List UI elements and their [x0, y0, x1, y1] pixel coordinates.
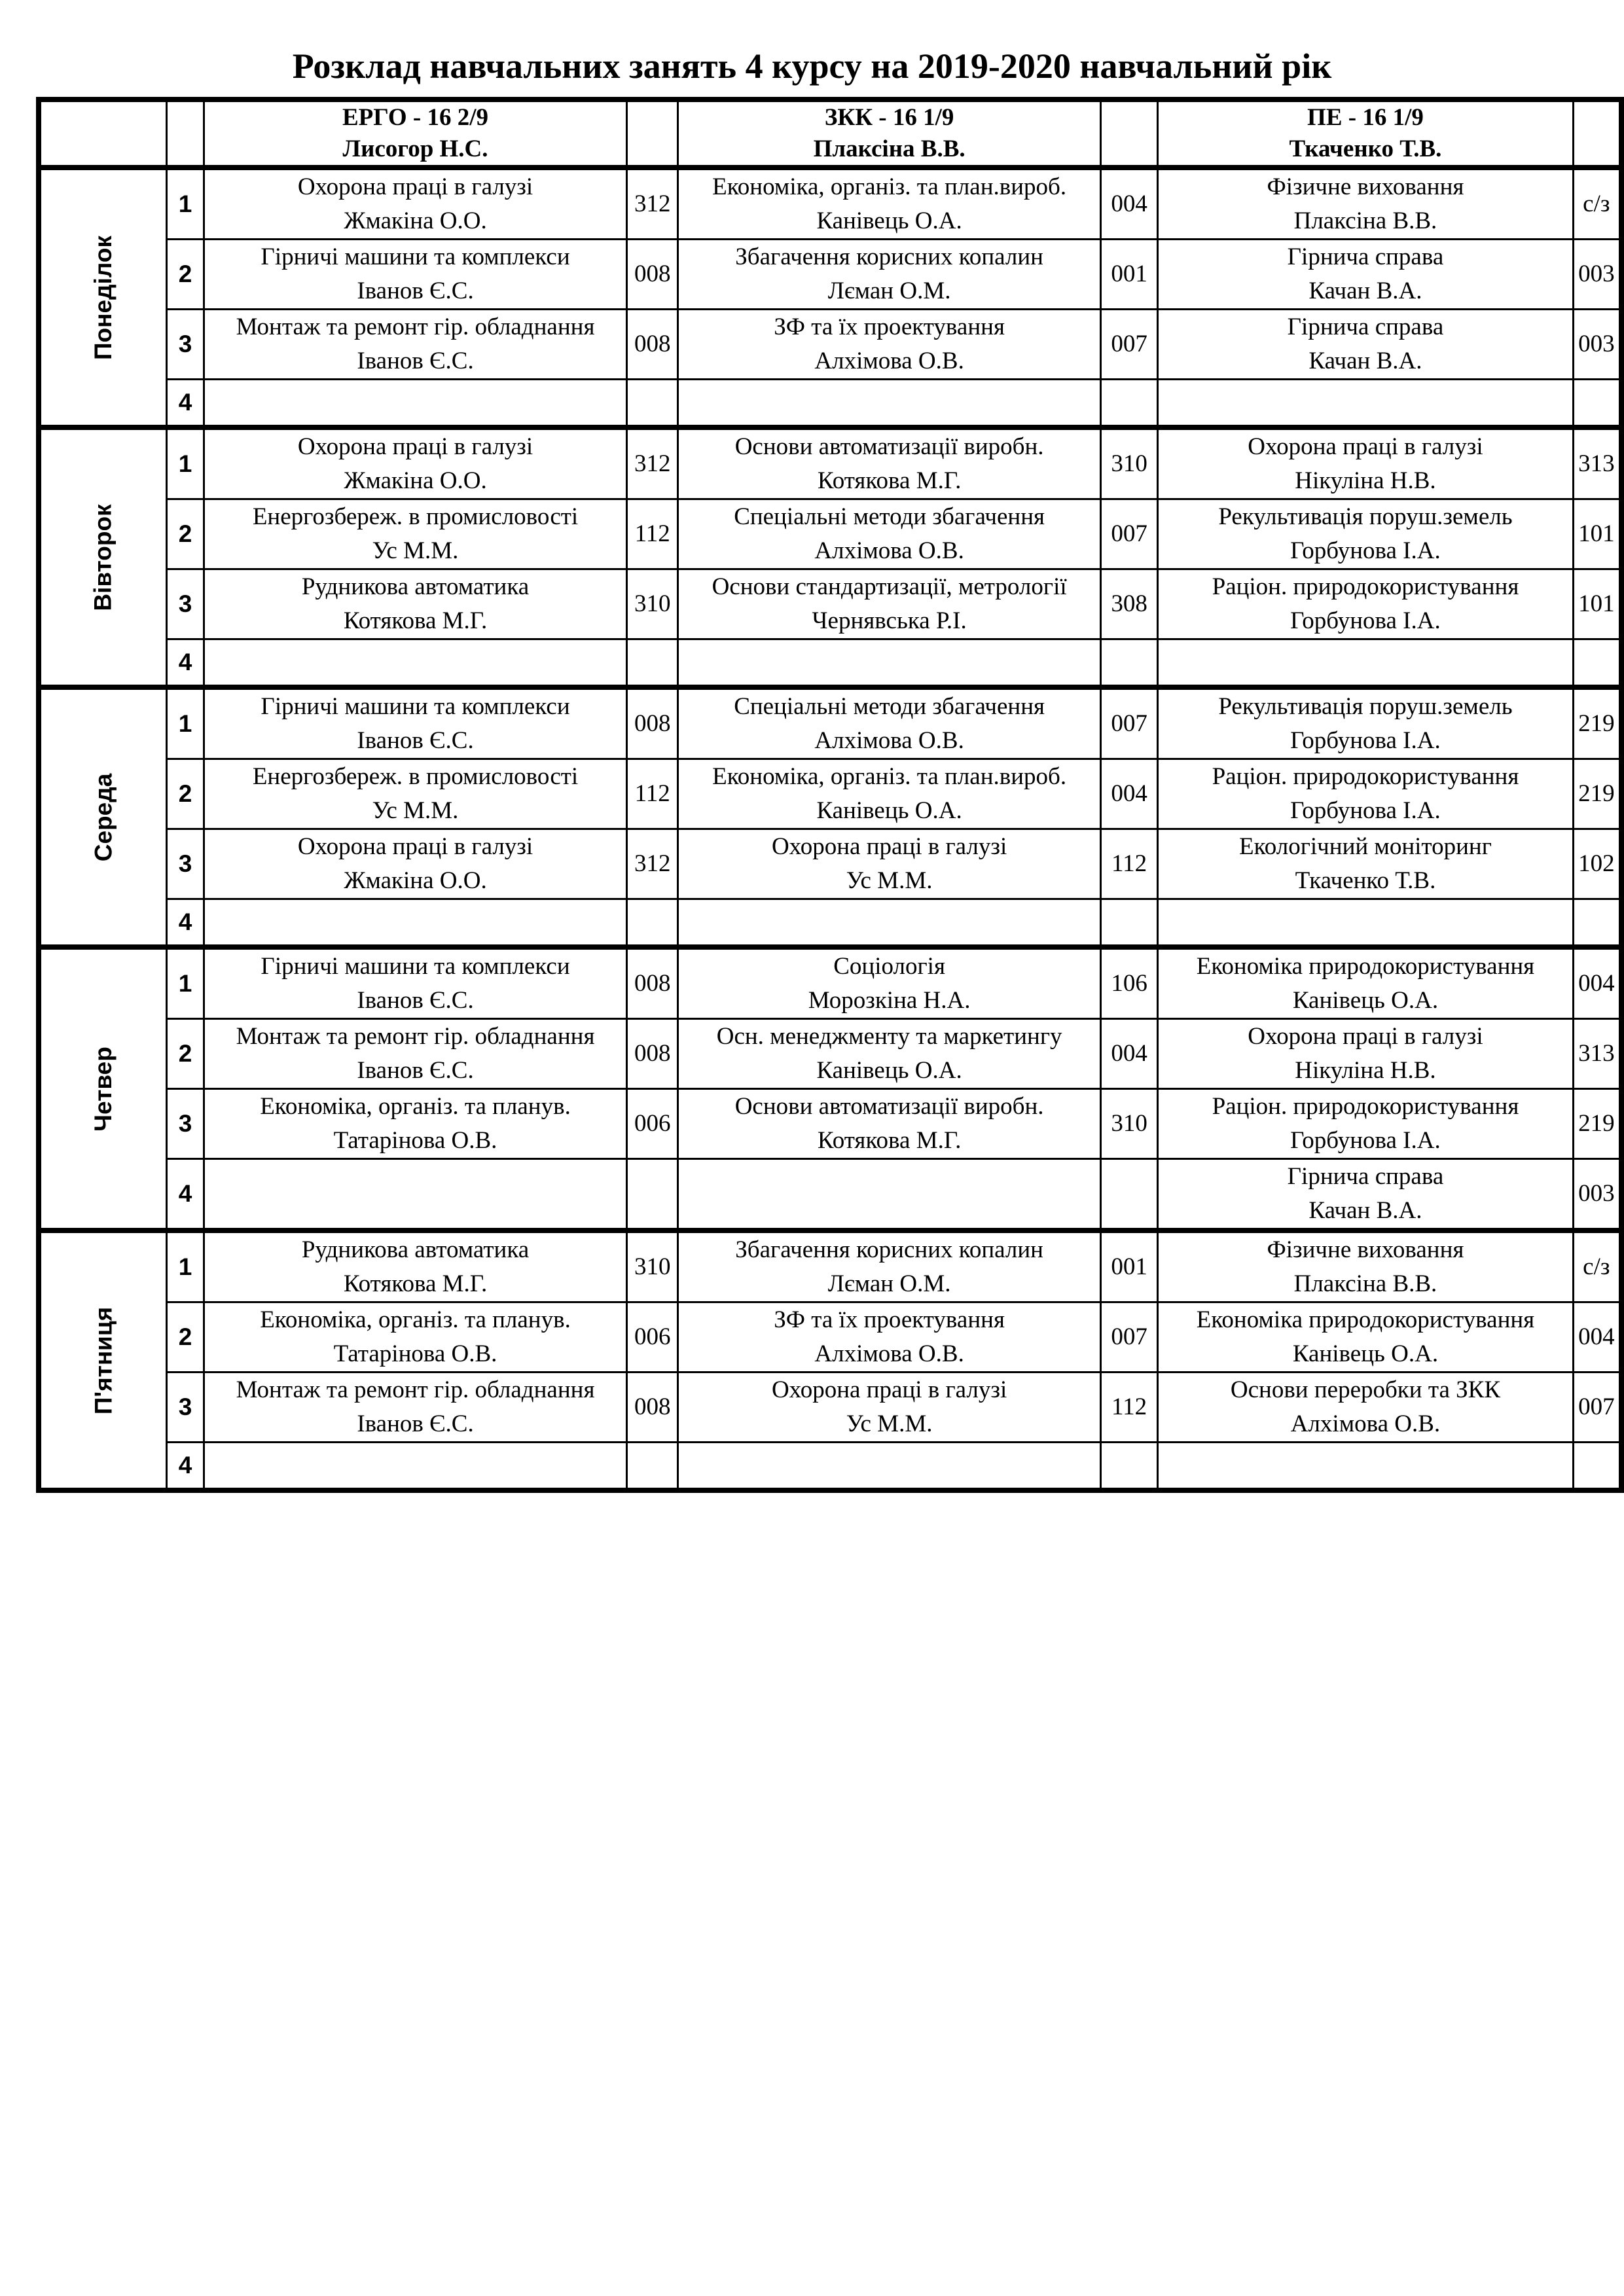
schedule-row	[39, 1089, 1621, 1159]
schedule-row	[39, 899, 1621, 948]
lesson-cell	[1158, 240, 1573, 310]
lesson-cell	[678, 240, 1101, 310]
teacher-name: Горбунова І.А.	[1290, 1127, 1441, 1154]
lesson-cell	[1158, 759, 1573, 829]
lesson-cell	[204, 947, 626, 1019]
room-number	[1573, 380, 1621, 428]
subject-name: Економіка природокористування	[1196, 953, 1535, 980]
lesson-cell	[678, 380, 1101, 428]
lesson-cell	[1158, 1230, 1573, 1302]
lesson-cell	[204, 1372, 626, 1443]
day-name: П'ятниця	[90, 1306, 117, 1414]
room-number	[627, 639, 678, 688]
subject-name: Раціон. природокористування	[1212, 1093, 1519, 1120]
subject-name: ЗФ та їх проектування	[774, 314, 1005, 340]
teacher-name: Качан В.А.	[1308, 278, 1422, 304]
lesson-cell	[678, 1443, 1101, 1491]
teacher-name: Чернявська Р.І.	[812, 607, 967, 634]
room-number: 102	[1573, 829, 1621, 899]
group-header	[204, 99, 626, 168]
room-number: 004	[1573, 1302, 1621, 1372]
room-number: 008	[627, 1019, 678, 1089]
lesson-cell	[1158, 427, 1573, 499]
lesson-number: 1	[167, 427, 204, 499]
lesson-number: 2	[167, 240, 204, 310]
room-number: 008	[627, 687, 678, 759]
teacher-name: Жмакіна О.О.	[344, 207, 487, 234]
day-name: Понеділок	[90, 235, 117, 360]
lesson-cell	[678, 168, 1101, 240]
room-number: 101	[1573, 499, 1621, 569]
lesson-cell	[678, 639, 1101, 688]
lesson-cell	[204, 899, 626, 948]
teacher-name: Татарінова О.В.	[333, 1340, 497, 1367]
teacher-name: Канівець О.А.	[1292, 987, 1439, 1014]
teacher-name: Котякова М.Г.	[343, 607, 488, 634]
lesson-cell	[204, 168, 626, 240]
lesson-cell	[1158, 168, 1573, 240]
room-number: 101	[1573, 569, 1621, 639]
subject-name: Рекультивація поруш.земель	[1218, 503, 1513, 530]
subject-name: Енергозбереж. в промисловості	[252, 763, 579, 790]
room-number: 004	[1100, 1019, 1157, 1089]
schedule-row	[39, 240, 1621, 310]
lesson-number: 1	[167, 947, 204, 1019]
lesson-cell	[1158, 1019, 1573, 1089]
schedule-row	[39, 759, 1621, 829]
room-number: 008	[627, 240, 678, 310]
header-room-cell	[1573, 99, 1621, 168]
lesson-cell	[204, 569, 626, 639]
subject-name: Екологічний моніторинг	[1239, 833, 1492, 860]
subject-name: Осн. менеджменту та маркетингу	[716, 1023, 1062, 1050]
subject-name: Охорона праці в галузі	[771, 833, 1007, 860]
room-number	[1100, 1443, 1157, 1491]
group-curator: Лисогор Н.С.	[342, 135, 488, 162]
lesson-number: 4	[167, 899, 204, 948]
subject-name: Економіка, організ. та план.вироб.	[712, 173, 1067, 200]
schedule-row	[39, 639, 1621, 688]
lesson-cell	[678, 1372, 1101, 1443]
teacher-name: Алхімова О.В.	[814, 348, 964, 374]
room-number: 219	[1573, 759, 1621, 829]
subject-name: Рекультивація поруш.земель	[1218, 693, 1513, 720]
subject-name: Збагачення корисних копалин	[735, 1236, 1043, 1263]
room-number: 004	[1573, 947, 1621, 1019]
day-name: Вівторок	[90, 503, 117, 611]
teacher-name: Іванов Є.С.	[357, 278, 474, 304]
lesson-cell	[1158, 1089, 1573, 1159]
room-number: 112	[627, 499, 678, 569]
teacher-name: Горбунова І.А.	[1290, 727, 1441, 754]
room-number: 310	[627, 569, 678, 639]
lesson-cell	[678, 310, 1101, 380]
lesson-cell	[204, 1443, 626, 1491]
lesson-number: 2	[167, 1302, 204, 1372]
lesson-cell	[1158, 310, 1573, 380]
teacher-name: Котякова М.Г.	[817, 467, 962, 494]
lesson-cell	[204, 427, 626, 499]
lesson-number: 4	[167, 1159, 204, 1231]
subject-name: Фізичне виховання	[1267, 173, 1464, 200]
lesson-cell	[678, 1230, 1101, 1302]
room-number: 004	[1100, 168, 1157, 240]
room-number: 219	[1573, 1089, 1621, 1159]
teacher-name: Алхімова О.В.	[814, 727, 964, 754]
lesson-number: 1	[167, 687, 204, 759]
room-number: 001	[1100, 240, 1157, 310]
subject-name: Охорона праці в галузі	[1248, 1023, 1483, 1050]
room-number: 112	[1100, 829, 1157, 899]
room-number: 008	[627, 947, 678, 1019]
teacher-name: Канівець О.А.	[816, 1057, 962, 1084]
room-number	[1100, 380, 1157, 428]
teacher-name: Канівець О.А.	[816, 797, 962, 824]
schedule-row	[39, 1230, 1621, 1302]
lesson-number: 3	[167, 1372, 204, 1443]
day-name-cell	[39, 168, 167, 427]
room-number	[1573, 1443, 1621, 1491]
teacher-name: Лєман О.М.	[827, 1270, 951, 1297]
subject-name: Гірнича справа	[1287, 243, 1444, 270]
subject-name: Основи стандартизації, метрології	[712, 573, 1067, 600]
schedule-row	[39, 1159, 1621, 1231]
lesson-cell	[1158, 829, 1573, 899]
lesson-cell	[678, 427, 1101, 499]
group-curator: Ткаченко Т.В.	[1289, 135, 1442, 162]
teacher-name: Нікуліна Н.В.	[1295, 467, 1436, 494]
lesson-cell	[1158, 499, 1573, 569]
lesson-number: 2	[167, 759, 204, 829]
teacher-name: Горбунова І.А.	[1290, 797, 1441, 824]
teacher-name: Алхімова О.В.	[1290, 1410, 1441, 1437]
lesson-number: 2	[167, 1019, 204, 1089]
group-curator: Плаксіна В.В.	[813, 135, 965, 162]
room-number	[627, 1443, 678, 1491]
subject-name: Охорона праці в галузі	[771, 1376, 1007, 1403]
lesson-cell	[204, 499, 626, 569]
subject-name: Раціон. природокористування	[1212, 763, 1519, 790]
schedule-row	[39, 829, 1621, 899]
room-number	[627, 380, 678, 428]
lesson-number: 3	[167, 569, 204, 639]
subject-name: Гірничі машини та комплекси	[261, 693, 570, 720]
room-number: 001	[1100, 1230, 1157, 1302]
teacher-name: Іванов Є.С.	[357, 1057, 474, 1084]
lesson-cell	[678, 687, 1101, 759]
subject-name: Охорона праці в галузі	[297, 433, 533, 460]
teacher-name: Іванов Є.С.	[357, 727, 474, 754]
day-name-cell	[39, 947, 167, 1230]
teacher-name: Качан В.А.	[1308, 1197, 1422, 1224]
teacher-name: Плаксіна В.В.	[1293, 207, 1437, 234]
lesson-cell	[1158, 380, 1573, 428]
lesson-number: 2	[167, 499, 204, 569]
teacher-name: Канівець О.А.	[816, 207, 962, 234]
subject-name: Гірничі машини та комплекси	[261, 953, 570, 980]
subject-name: Економіка природокористування	[1196, 1306, 1535, 1333]
lesson-cell	[204, 310, 626, 380]
lesson-cell	[1158, 639, 1573, 688]
group-name: ЕРГО - 16 2/9	[342, 104, 489, 131]
lesson-cell	[204, 240, 626, 310]
schedule-row	[39, 380, 1621, 428]
teacher-name: Морозкіна Н.А.	[808, 987, 971, 1014]
lesson-cell	[1158, 1302, 1573, 1372]
lesson-cell	[678, 1089, 1101, 1159]
teacher-name: Плаксіна В.В.	[1293, 1270, 1437, 1297]
lesson-cell	[204, 1089, 626, 1159]
room-number: 310	[627, 1230, 678, 1302]
room-number: 007	[1100, 499, 1157, 569]
subject-name: Енергозбереж. в промисловості	[252, 503, 579, 530]
schedule-row	[39, 1302, 1621, 1372]
room-number: с/з	[1573, 168, 1621, 240]
schedule-table	[36, 97, 1624, 1493]
lesson-cell	[1158, 1372, 1573, 1443]
room-number: 308	[1100, 569, 1157, 639]
lesson-number: 3	[167, 1089, 204, 1159]
teacher-name: Алхімова О.В.	[814, 537, 964, 564]
room-number: 007	[1100, 310, 1157, 380]
teacher-name: Котякова М.Г.	[343, 1270, 488, 1297]
room-number: 312	[627, 427, 678, 499]
schedule-row	[39, 427, 1621, 499]
room-number: 310	[1100, 1089, 1157, 1159]
room-number: 004	[1100, 759, 1157, 829]
lesson-cell	[204, 380, 626, 428]
teacher-name: Канівець О.А.	[1292, 1340, 1439, 1367]
schedule-row	[39, 1372, 1621, 1443]
lesson-number: 1	[167, 168, 204, 240]
room-number: 008	[627, 1372, 678, 1443]
schedule-row	[39, 1019, 1621, 1089]
lesson-cell	[678, 569, 1101, 639]
lesson-cell	[678, 499, 1101, 569]
subject-name: Спеціальні методи збагачення	[734, 693, 1045, 720]
schedule-row	[39, 569, 1621, 639]
schedule-row	[39, 687, 1621, 759]
room-number	[1573, 639, 1621, 688]
lesson-cell	[204, 829, 626, 899]
lesson-cell	[678, 1019, 1101, 1089]
header-room-cell	[627, 99, 678, 168]
room-number	[1100, 1159, 1157, 1231]
lesson-cell	[204, 1302, 626, 1372]
room-number: 313	[1573, 1019, 1621, 1089]
room-number: 003	[1573, 240, 1621, 310]
teacher-name: Жмакіна О.О.	[344, 867, 487, 894]
lesson-cell	[204, 1159, 626, 1231]
day-name: Середа	[90, 773, 117, 861]
header-row	[39, 99, 1621, 168]
room-number: 312	[627, 829, 678, 899]
page-title: Розклад навчальних занять 4 курсу на 2019-2020 навчальний рік	[292, 46, 1332, 86]
room-number	[1573, 899, 1621, 948]
room-number: 313	[1573, 427, 1621, 499]
room-number: 008	[627, 310, 678, 380]
subject-name: Основи переробки та ЗКК	[1230, 1376, 1501, 1403]
subject-name: Монтаж та ремонт гір. обладнання	[236, 1376, 595, 1403]
subject-name: Гірнича справа	[1287, 314, 1444, 340]
room-number: 007	[1573, 1372, 1621, 1443]
room-number	[627, 899, 678, 948]
subject-name: Раціон. природокористування	[1212, 573, 1519, 600]
teacher-name: Іванов Є.С.	[357, 348, 474, 374]
day-name-cell	[39, 687, 167, 947]
lesson-cell	[204, 759, 626, 829]
subject-name: Рудникова автоматика	[301, 1236, 530, 1263]
room-number: 112	[627, 759, 678, 829]
lesson-cell	[204, 1019, 626, 1089]
subject-name: Охорона праці в галузі	[297, 173, 533, 200]
schedule-row	[39, 947, 1621, 1019]
teacher-name: Нікуліна Н.В.	[1295, 1057, 1436, 1084]
group-header	[1158, 99, 1573, 168]
lesson-cell	[678, 899, 1101, 948]
subject-name: Збагачення корисних копалин	[735, 243, 1043, 270]
subject-name: Монтаж та ремонт гір. обладнання	[236, 314, 595, 340]
room-number	[627, 1159, 678, 1231]
teacher-name: Горбунова І.А.	[1290, 537, 1441, 564]
teacher-name: Лєман О.М.	[827, 278, 951, 304]
subject-name: Гірничі машини та комплекси	[261, 243, 570, 270]
lesson-cell	[678, 759, 1101, 829]
lesson-cell	[204, 1230, 626, 1302]
lesson-cell	[1158, 1443, 1573, 1491]
teacher-name: Алхімова О.В.	[814, 1340, 964, 1367]
subject-name: Спеціальні методи збагачення	[734, 503, 1045, 530]
teacher-name: Ус М.М.	[846, 867, 933, 894]
room-number: 106	[1100, 947, 1157, 1019]
group-name: ЗКК - 16 1/9	[824, 104, 954, 131]
subject-name: Соціологія	[833, 953, 945, 980]
teacher-name: Ткаченко Т.В.	[1295, 867, 1436, 894]
lesson-cell	[1158, 569, 1573, 639]
teacher-name: Татарінова О.В.	[333, 1127, 497, 1154]
lesson-cell	[678, 829, 1101, 899]
teacher-name: Качан В.А.	[1308, 348, 1422, 374]
lesson-cell	[678, 1159, 1101, 1231]
subject-name: Гірнича справа	[1287, 1163, 1444, 1190]
room-number: с/з	[1573, 1230, 1621, 1302]
lesson-number: 4	[167, 380, 204, 428]
schedule-row	[39, 499, 1621, 569]
room-number: 007	[1100, 687, 1157, 759]
subject-name: Основи автоматизації виробн.	[734, 433, 1044, 460]
room-number: 312	[627, 168, 678, 240]
teacher-name: Іванов Є.С.	[357, 987, 474, 1014]
lesson-cell	[204, 639, 626, 688]
subject-name: Охорона праці в галузі	[1248, 433, 1483, 460]
lesson-cell	[1158, 687, 1573, 759]
subject-name: Монтаж та ремонт гір. обладнання	[236, 1023, 595, 1050]
lesson-cell	[1158, 899, 1573, 948]
room-number: 006	[627, 1302, 678, 1372]
lesson-number: 4	[167, 1443, 204, 1491]
subject-name: Фізичне виховання	[1267, 1236, 1464, 1263]
subject-name: Основи автоматизації виробн.	[734, 1093, 1044, 1120]
day-name-cell	[39, 1230, 167, 1490]
header-num-cell	[167, 99, 204, 168]
room-number: 310	[1100, 427, 1157, 499]
room-number: 003	[1573, 1159, 1621, 1231]
lesson-cell	[1158, 1159, 1573, 1231]
header-day-cell	[39, 99, 167, 168]
lesson-cell	[204, 687, 626, 759]
schedule-row	[39, 310, 1621, 380]
room-number: 003	[1573, 310, 1621, 380]
room-number: 007	[1100, 1302, 1157, 1372]
subject-name: Охорона праці в галузі	[297, 833, 533, 860]
schedule-row	[39, 1443, 1621, 1491]
teacher-name: Ус М.М.	[372, 797, 459, 824]
lesson-number: 3	[167, 829, 204, 899]
group-name: ПЕ - 16 1/9	[1307, 104, 1424, 131]
room-number	[1100, 899, 1157, 948]
lesson-cell	[1158, 947, 1573, 1019]
room-number: 219	[1573, 687, 1621, 759]
teacher-name: Жмакіна О.О.	[344, 467, 487, 494]
day-name-cell	[39, 427, 167, 687]
subject-name: ЗФ та їх проектування	[774, 1306, 1005, 1333]
room-number: 006	[627, 1089, 678, 1159]
teacher-name: Іванов Є.С.	[357, 1410, 474, 1437]
subject-name: Рудникова автоматика	[301, 573, 530, 600]
lesson-number: 3	[167, 310, 204, 380]
day-name: Четвер	[90, 1046, 117, 1132]
lesson-cell	[678, 947, 1101, 1019]
schedule-row	[39, 168, 1621, 240]
room-number: 112	[1100, 1372, 1157, 1443]
lesson-cell	[678, 1302, 1101, 1372]
room-number	[1100, 639, 1157, 688]
group-header	[678, 99, 1101, 168]
lesson-number: 4	[167, 639, 204, 688]
teacher-name: Котякова М.Г.	[817, 1127, 962, 1154]
teacher-name: Ус М.М.	[846, 1410, 933, 1437]
teacher-name: Ус М.М.	[372, 537, 459, 564]
subject-name: Економіка, організ. та планув.	[260, 1306, 571, 1333]
subject-name: Економіка, організ. та планув.	[260, 1093, 571, 1120]
lesson-number: 1	[167, 1230, 204, 1302]
subject-name: Економіка, організ. та план.вироб.	[712, 763, 1067, 790]
teacher-name: Горбунова І.А.	[1290, 607, 1441, 634]
header-room-cell	[1100, 99, 1157, 168]
